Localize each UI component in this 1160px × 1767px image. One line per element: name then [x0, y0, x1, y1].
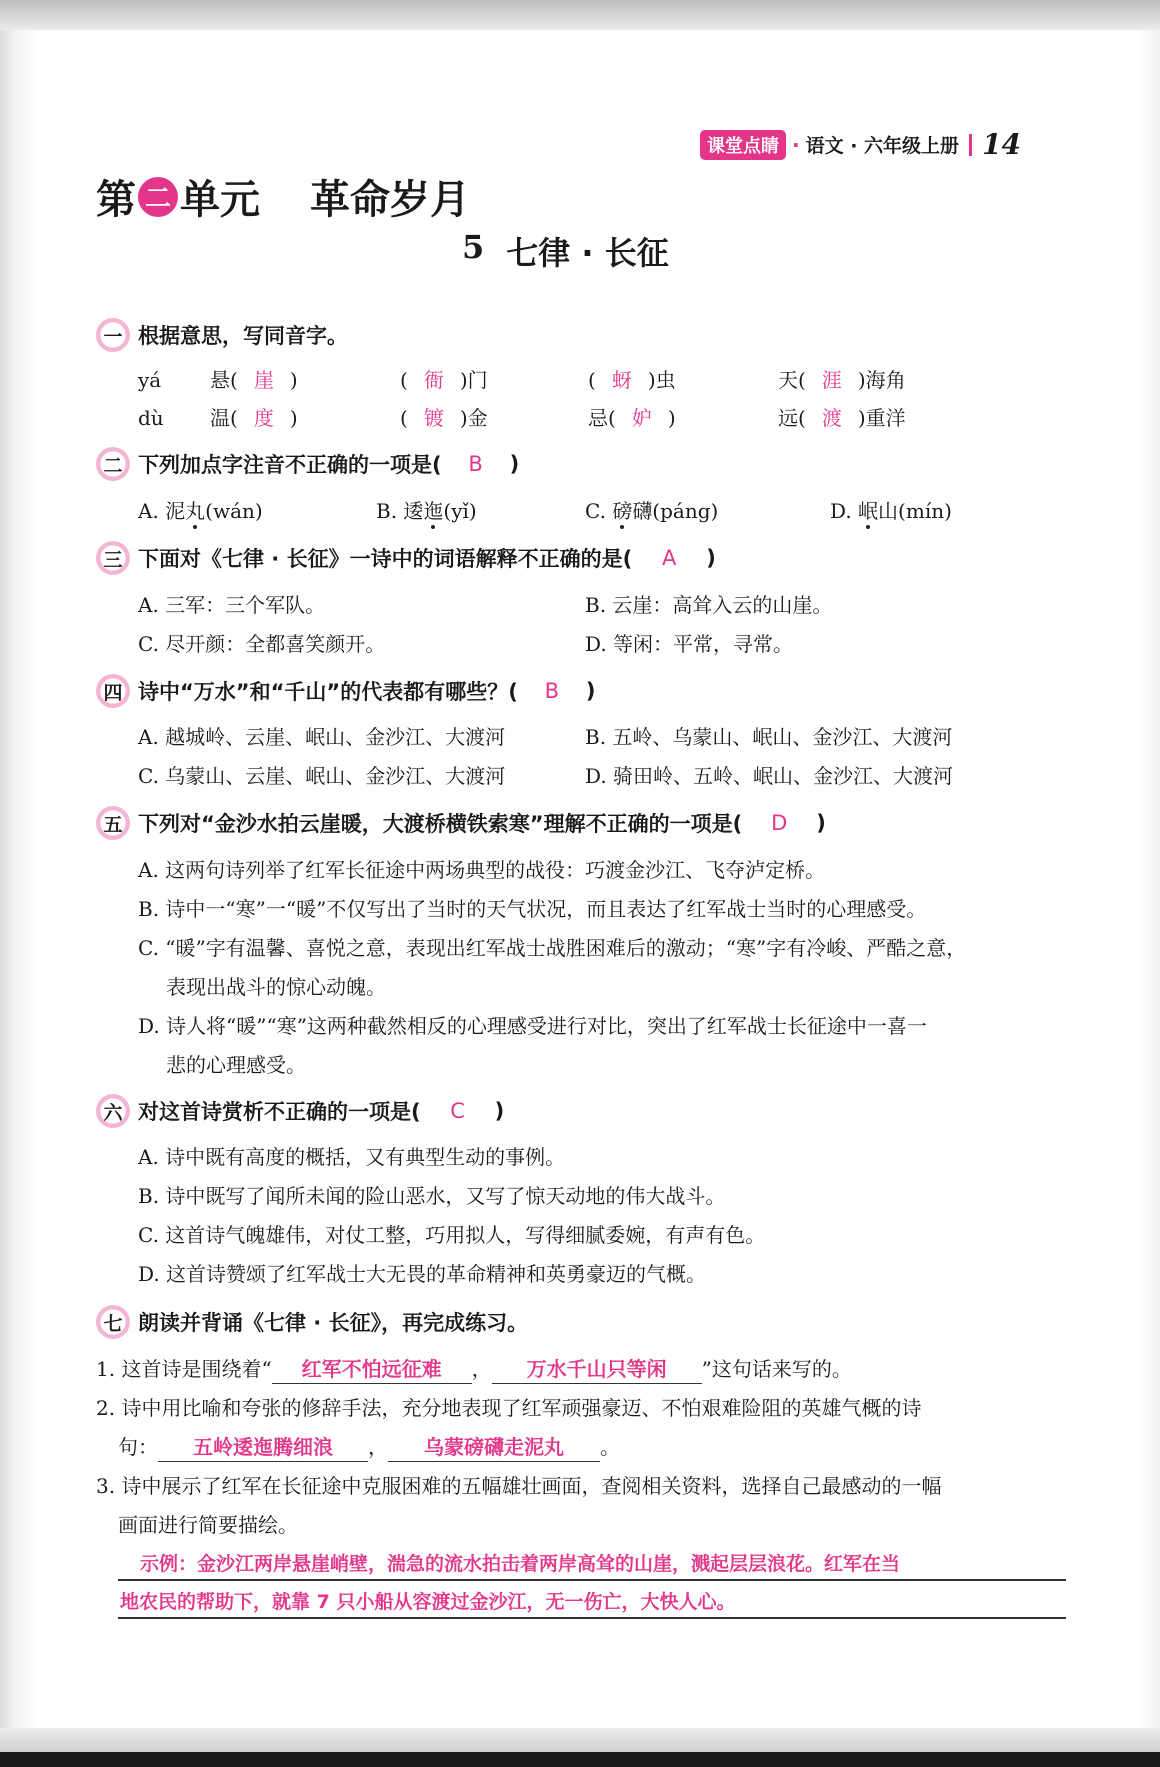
answer: 涯 — [821, 368, 842, 392]
unit-heading: 第 二 单元 革命岁月 — [96, 168, 470, 225]
subquestion-2-continued: 句： 五岭逶迤腾细浪 ， 乌蒙磅礴走泥丸 。 — [118, 1432, 620, 1462]
question-6-title: 六 对这首诗赏析不正确的一项是( C ) — [96, 1094, 504, 1128]
question-5-title: 五 下列对“金沙水拍云崖暖，大渡桥横铁索寒”理解不正确的一项是( D ) — [96, 806, 826, 840]
answer-blank: 五岭逶迤腾细浪 — [158, 1433, 368, 1462]
homophone-row-ya: yá 悬( 崖 ) ( 衙 )门 ( 蚜 )虫 天( 涯 )海角 — [138, 365, 1098, 395]
written-answer-line-2: 地农民的帮助下，就靠 7 只小船从容渡过金沙江，无一伤亡，大快人心。 — [120, 1591, 736, 1613]
answer: D — [771, 811, 788, 835]
subquestion-2: 2. 诗中用比喻和夸张的修辞手法，充分地表现了红军顽强豪迈、不怕艰难险阻的英雄气概的诗 — [96, 1396, 922, 1420]
option-b: B. 诗中既写了闻所未闻的险山恶水，又写了惊天动地的伟大战斗。 — [138, 1184, 726, 1208]
answer: B — [544, 679, 560, 703]
question-number-badge: 六 — [96, 1094, 130, 1128]
writing-line — [118, 1617, 1066, 1619]
option-d: D. 这首诗赞颂了红军战士大无畏的革命精神和英勇豪迈的气概。 — [138, 1262, 707, 1286]
book-info: 语文 · 六年级上册 — [805, 135, 960, 157]
option-d: D. 骑田岭、五岭、岷山、金沙江、大渡河 — [585, 764, 954, 788]
option-c: C. 磅礴(páng) — [585, 499, 719, 523]
option-c: C. “暖”字有温馨、喜悦之意，表现出红军战士战胜困难后的激动；“寒”字有冷峻、严酷之意， — [138, 936, 967, 960]
written-answer-line-1: 示例：金沙江两岸悬崖峭壁，湍急的流水拍击着两岸高耸的山崖，溅起层层浪花。红军在当 — [140, 1553, 901, 1575]
answer: 度 — [253, 406, 274, 430]
answer: 渡 — [821, 406, 842, 430]
question-number-badge: 一 — [96, 318, 130, 352]
answer: C — [450, 1099, 465, 1123]
subquestion-1: 1. 这首诗是围绕着“ 红军不怕远征难 ， 万水千山只等闲 ”这句话来写的。 — [96, 1354, 852, 1384]
option-d-continued: 悲的心理感受。 — [166, 1053, 306, 1077]
question-number-badge: 四 — [96, 674, 130, 708]
option-b: B. 五岭、乌蒙山、岷山、金沙江、大渡河 — [585, 725, 953, 749]
page-number: 14 — [982, 128, 1022, 161]
homophone-row-du: dù 温( 度 ) ( 镀 )金 忌( 妒 ) 远( 渡 )重洋 — [138, 403, 1098, 433]
question-number-badge: 七 — [96, 1305, 130, 1339]
answer: 蚜 — [611, 368, 632, 392]
option-a: A. 三军：三个军队。 — [138, 593, 326, 617]
answer: 镀 — [423, 406, 444, 430]
answer: B — [468, 452, 483, 476]
answer: 崖 — [253, 368, 274, 392]
option-a: A. 越城岭、云崖、岷山、金沙江、大渡河 — [138, 725, 506, 749]
option-b: B. 云崖：高耸入云的山崖。 — [585, 593, 833, 617]
answer: 妒 — [631, 406, 652, 430]
separator-bar — [969, 134, 972, 156]
option-c: C. 乌蒙山、云崖、岷山、金沙江、大渡河 — [138, 764, 506, 788]
option-c: C. 这首诗气魄雄伟，对仗工整，巧用拟人，写得细腻委婉，有声有色。 — [138, 1223, 766, 1247]
unit-number-badge: 二 — [138, 177, 178, 217]
series-badge: 课堂点睛 — [700, 130, 786, 160]
running-header — [700, 128, 1021, 161]
option-a: A. 诗中既有高度的概括，又有典型生动的事例。 — [138, 1145, 566, 1169]
question-number-badge: 五 — [96, 806, 130, 840]
subquestion-3: 3. 诗中展示了红军在长征途中克服困难的五幅雄壮画面，查阅相关资料，选择自己最感动的一幅 — [96, 1474, 942, 1498]
unit-theme: 革命岁月 — [310, 177, 470, 223]
question-2-title: 二 下列加点字注音不正确的一项是( B ) — [96, 447, 519, 481]
option-d: D. 诗人将“暖”“寒”这两种截然相反的心理感受进行对比，突出了红军战士长征途中一喜一 — [138, 1014, 927, 1038]
answer-blank: 红军不怕远征难 — [272, 1355, 472, 1384]
answer-blank: 乌蒙磅礴走泥丸 — [388, 1433, 600, 1462]
question-number-badge: 二 — [96, 447, 130, 481]
option-b: B. 逶迤(yǐ) — [376, 499, 477, 523]
option-a: A. 这两句诗列举了红军长征途中两场典型的战役：巧渡金沙江、飞夺泸定桥。 — [138, 858, 826, 882]
question-7-title: 七 朗读并背诵《七律 · 长征》，再完成练习。 — [96, 1305, 528, 1339]
answer: A — [662, 546, 677, 570]
question-3-title: 三 下面对《七律 · 长征》一诗中的词语解释不正确的是( A ) — [96, 541, 716, 575]
lesson-title — [462, 228, 669, 274]
separator-dot: · — [792, 132, 800, 157]
answer-blank: 万水千山只等闲 — [492, 1355, 702, 1384]
scan-bottom-shadow — [0, 1728, 1160, 1752]
question-4-title: 四 诗中“万水”和“千山”的代表都有哪些？( B ) — [96, 674, 595, 708]
question-number-badge: 三 — [96, 541, 130, 575]
writing-line — [118, 1579, 1066, 1581]
answer: 衙 — [423, 368, 444, 392]
lesson-name: 七律 · 长征 — [506, 234, 669, 272]
question-1-title: 一 根据意思，写同音字。 — [96, 318, 348, 352]
option-a: A. 泥丸(wán) — [138, 499, 263, 523]
scan-top-shadow — [0, 0, 1160, 30]
option-b: B. 诗中一“寒”一“暖”不仅写出了当时的天气状况，而且表达了红军战士当时的心理感受。 — [138, 897, 927, 921]
subquestion-3-continued: 画面进行简要描绘。 — [118, 1513, 298, 1537]
lesson-number: 5 — [462, 228, 485, 266]
option-d: D. 岷山(mín) — [830, 499, 952, 523]
option-d: D. 等闲：平常，寻常。 — [585, 632, 794, 656]
scan-bottom-edge — [0, 1752, 1160, 1767]
option-c-continued: 表现出战斗的惊心动魄。 — [166, 975, 386, 999]
option-c: C. 尽开颜：全都喜笑颜开。 — [138, 632, 386, 656]
